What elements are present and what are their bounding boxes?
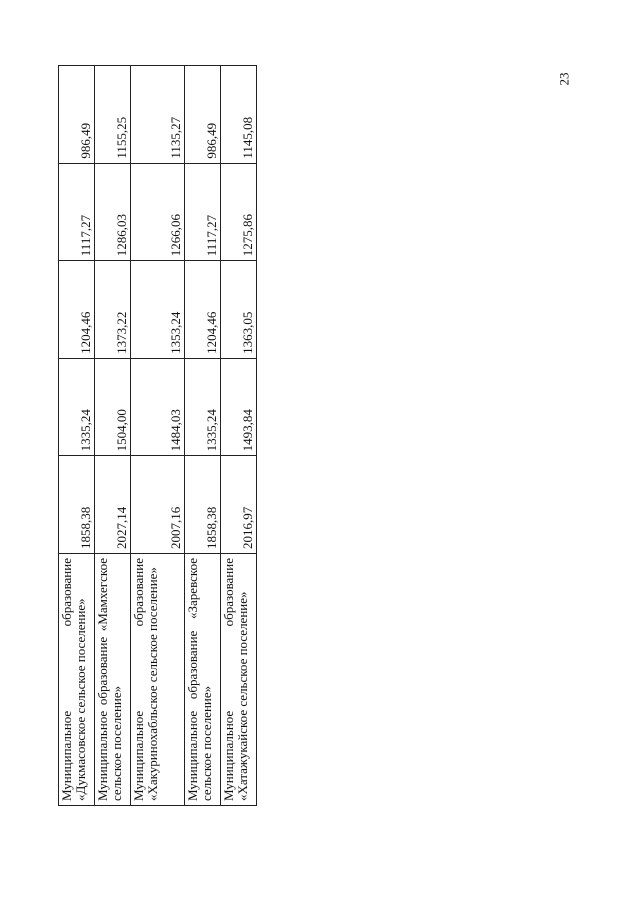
value-cell: 1493,84 <box>221 358 257 456</box>
value-cell: 1504,00 <box>95 358 131 456</box>
value-cell: 1266,06 <box>131 163 185 261</box>
row-name-cell: Муниципальное образование «Заревское сельское поселение» <box>185 554 221 806</box>
value-cell: 1858,38 <box>185 456 221 554</box>
value-cell: 1117,27 <box>185 163 221 261</box>
table-row <box>221 66 257 806</box>
row-name-cell: Муниципальное образование «Мамхегское сельское поселение» <box>95 554 131 806</box>
value-cell: 2007,16 <box>131 456 185 554</box>
value-cell: 1204,46 <box>59 261 95 359</box>
value-cell: 2016,97 <box>221 456 257 554</box>
value-cell: 1858,38 <box>59 456 95 554</box>
value-cell: 1286,03 <box>95 163 131 261</box>
value-cell: 1335,24 <box>185 358 221 456</box>
value-cell: 1135,27 <box>131 66 185 164</box>
table-row <box>131 66 185 806</box>
rotated-table-container <box>58 66 258 806</box>
value-cell: 1117,27 <box>59 163 95 261</box>
value-cell: 2027,14 <box>95 456 131 554</box>
value-cell: 1335,24 <box>59 358 95 456</box>
table-row <box>95 66 131 806</box>
value-cell: 1363,05 <box>221 261 257 359</box>
value-cell: 986,49 <box>185 66 221 164</box>
table-row <box>185 66 221 806</box>
row-name-cell: Муниципальное образование «Дукмасовское сельское поселение» <box>59 554 95 806</box>
tariff-table <box>58 65 257 806</box>
value-cell: 1275,86 <box>221 163 257 261</box>
value-cell: 1484,03 <box>131 358 185 456</box>
value-cell: 1353,24 <box>131 261 185 359</box>
value-cell: 1204,46 <box>185 261 221 359</box>
value-cell: 1373,22 <box>95 261 131 359</box>
value-cell: 986,49 <box>59 66 95 164</box>
row-name-cell: Муниципальное образование «Хакуринохабльское сельское поселение» <box>131 554 185 806</box>
table-row <box>59 66 95 806</box>
page-number: 23 <box>556 72 571 86</box>
value-cell: 1155,25 <box>95 66 131 164</box>
value-cell: 1145,08 <box>221 66 257 164</box>
row-name-cell: Муниципальное образование «Хатажукайское сельское поселение» <box>221 554 257 806</box>
